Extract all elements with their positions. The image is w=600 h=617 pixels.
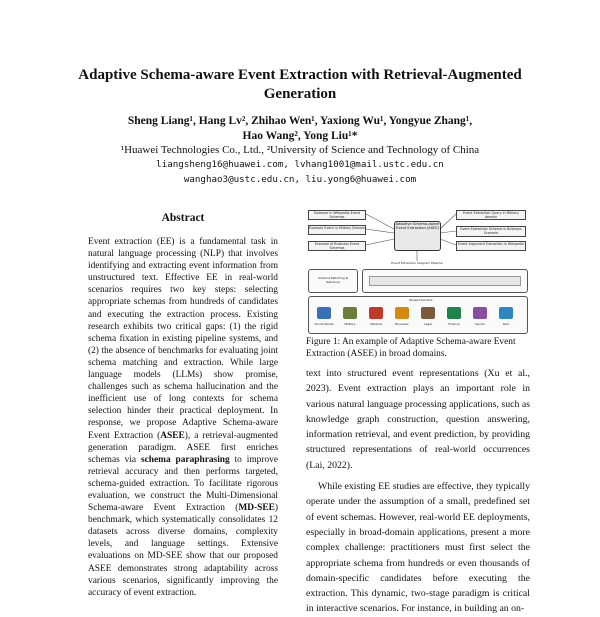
email-line-2: wanghao3@ustc.edu.cn, liu.yong6@huawei.com [183, 174, 417, 185]
body-paragraph-2: While existing EE studies are effective, they typically operate under the assumption of a small, predefined set of event schemas. However, real-world EE deployments, especially in broad-domain applications, present a more complex challenge: practitioners must first select the appropriate schema from hundreds or even thousands of domain-specific candidates before executing the extraction. This dynamic, two-stage paradigm is critical in interactive scenarios. For instance, in building an on- [306, 481, 530, 615]
left-box-3: Example of Business Event Schemas [308, 241, 366, 251]
schema-retrieval-panel [308, 269, 358, 293]
email-line-1: liangsheng16@huawei.com, lvhang1001@mail.ustc.edu.cn [156, 159, 444, 170]
panel-left-label: Schema Matching & Retrieval [317, 276, 349, 284]
business-icon [395, 307, 409, 319]
abstract-heading: Abstract [161, 212, 205, 224]
left-box-2: Example Event in Military Domain [308, 225, 366, 235]
author-emails [40, 157, 560, 187]
sports-icon [473, 307, 487, 319]
middle-label: Event Extraction Diagram Pipeline [391, 261, 443, 265]
pipeline-bar [369, 276, 521, 286]
icon-label: Sports [475, 322, 485, 326]
right-box-2: Event Extraction Schema in Business Scenario [456, 226, 526, 237]
pipeline-panel [362, 269, 528, 293]
paper-title: Adaptive Schema-aware Event Extraction with Retrieval-Augmented Generation [78, 67, 522, 102]
abstract-text [88, 236, 278, 599]
author-line-2: Hao Wang², Yong Liu¹* [242, 130, 358, 142]
icon-label: Tech [502, 322, 510, 326]
abstract-part-3: to improve retrieval accuracy and then performs targeted, schema-guided extraction. To facilitate rigorous evaluation, we construct the Multi-Dimensional Schema-aware Event Extraction ( [88, 454, 278, 514]
medical-icon [369, 307, 383, 319]
icon-label: Medical [370, 322, 382, 326]
figure-1 [306, 205, 528, 333]
author-list [60, 114, 540, 144]
icon-label: Finance [448, 322, 460, 326]
icon-label: Legal [423, 322, 433, 326]
abstract-part-1: Event extraction (EE) is a fundamental task in natural language processing (NLP) that involves identifying and extracting event information from unstructured text. Effective EE in real-world scenarios requires two key steps: selecting appropriate schemas from hundreds of candidates and executing the extraction process. Existing research exhibits two critical gaps: (1) the rigid schema fixation in existing pipeline systems, and (2) the absence of benchmarks for evaluating joint schema matching and extraction. While large language models (LLMs) show promise, challenges such as schema hallucination and the inefficient use of long contexts for schema selection hinder their practical deployment. In response, we propose Adaptive Schema-aware Event Extraction ( [88, 237, 278, 441]
asee-center-box: Adaptive Schema-aware Event Extraction (ASEE) [394, 221, 441, 251]
military-icon [343, 307, 357, 319]
asee-term: ASEE [160, 430, 185, 441]
finance-icon [447, 307, 461, 319]
left-box-1: Example in Wikipedia-Event Schemas [308, 210, 366, 220]
icon-label: Business [395, 322, 409, 326]
social-media-icon [317, 307, 331, 319]
abstract-part-4: ) benchmark, which systematically consolidates 12 datasets across diverse domains, complexity levels, and language settings. Extensive evaluations on MD-SEE show that our proposed ASEE demonstrates strong adaptability across various scenarios, significantly improving the accuracy of event extraction. [88, 503, 278, 598]
affiliations: ¹Huawei Technologies Co., Ltd., ²University of Science and Technology of China [120, 144, 480, 156]
broad-domains-panel [308, 296, 528, 334]
mdsee-term: MD-SEE [238, 503, 275, 514]
right-box-1: Event Extraction Query in Military domain [456, 210, 526, 220]
right-box-3: Event Argument Extraction in Wikipedia [456, 241, 526, 251]
schema-paraphrasing-term: schema paraphrasing [140, 454, 230, 465]
panel-right-label: Broad Domains [409, 298, 433, 302]
abstract-part-2: ), a retrieval-augmented generation paradigm. ASEE first enriches schemas via [88, 430, 278, 465]
author-line-1: Sheng Liang¹, Hang Lv², Zhihao Wen¹, Yaxiong Wu¹, Yongyue Zhang¹, [127, 115, 473, 127]
legal-icon [421, 307, 435, 319]
icon-label: Social Media [314, 322, 334, 326]
icon-label: Military [344, 322, 356, 326]
figure-caption: Figure 1: An example of Adaptive Schema-aware Event Extraction (ASEE) in broad domains. [306, 337, 516, 360]
intro-body [306, 366, 530, 617]
body-paragraph-1: text into structured event representations (Xu et al., 2023). Event extraction plays an important role in various natural language processing applications, such as knowledge graph construction, question answering, information retrieval, and event prediction, by providing structured representations of real-world occurrences (Lai, 2022). [306, 368, 530, 471]
tech-icon [499, 307, 513, 319]
